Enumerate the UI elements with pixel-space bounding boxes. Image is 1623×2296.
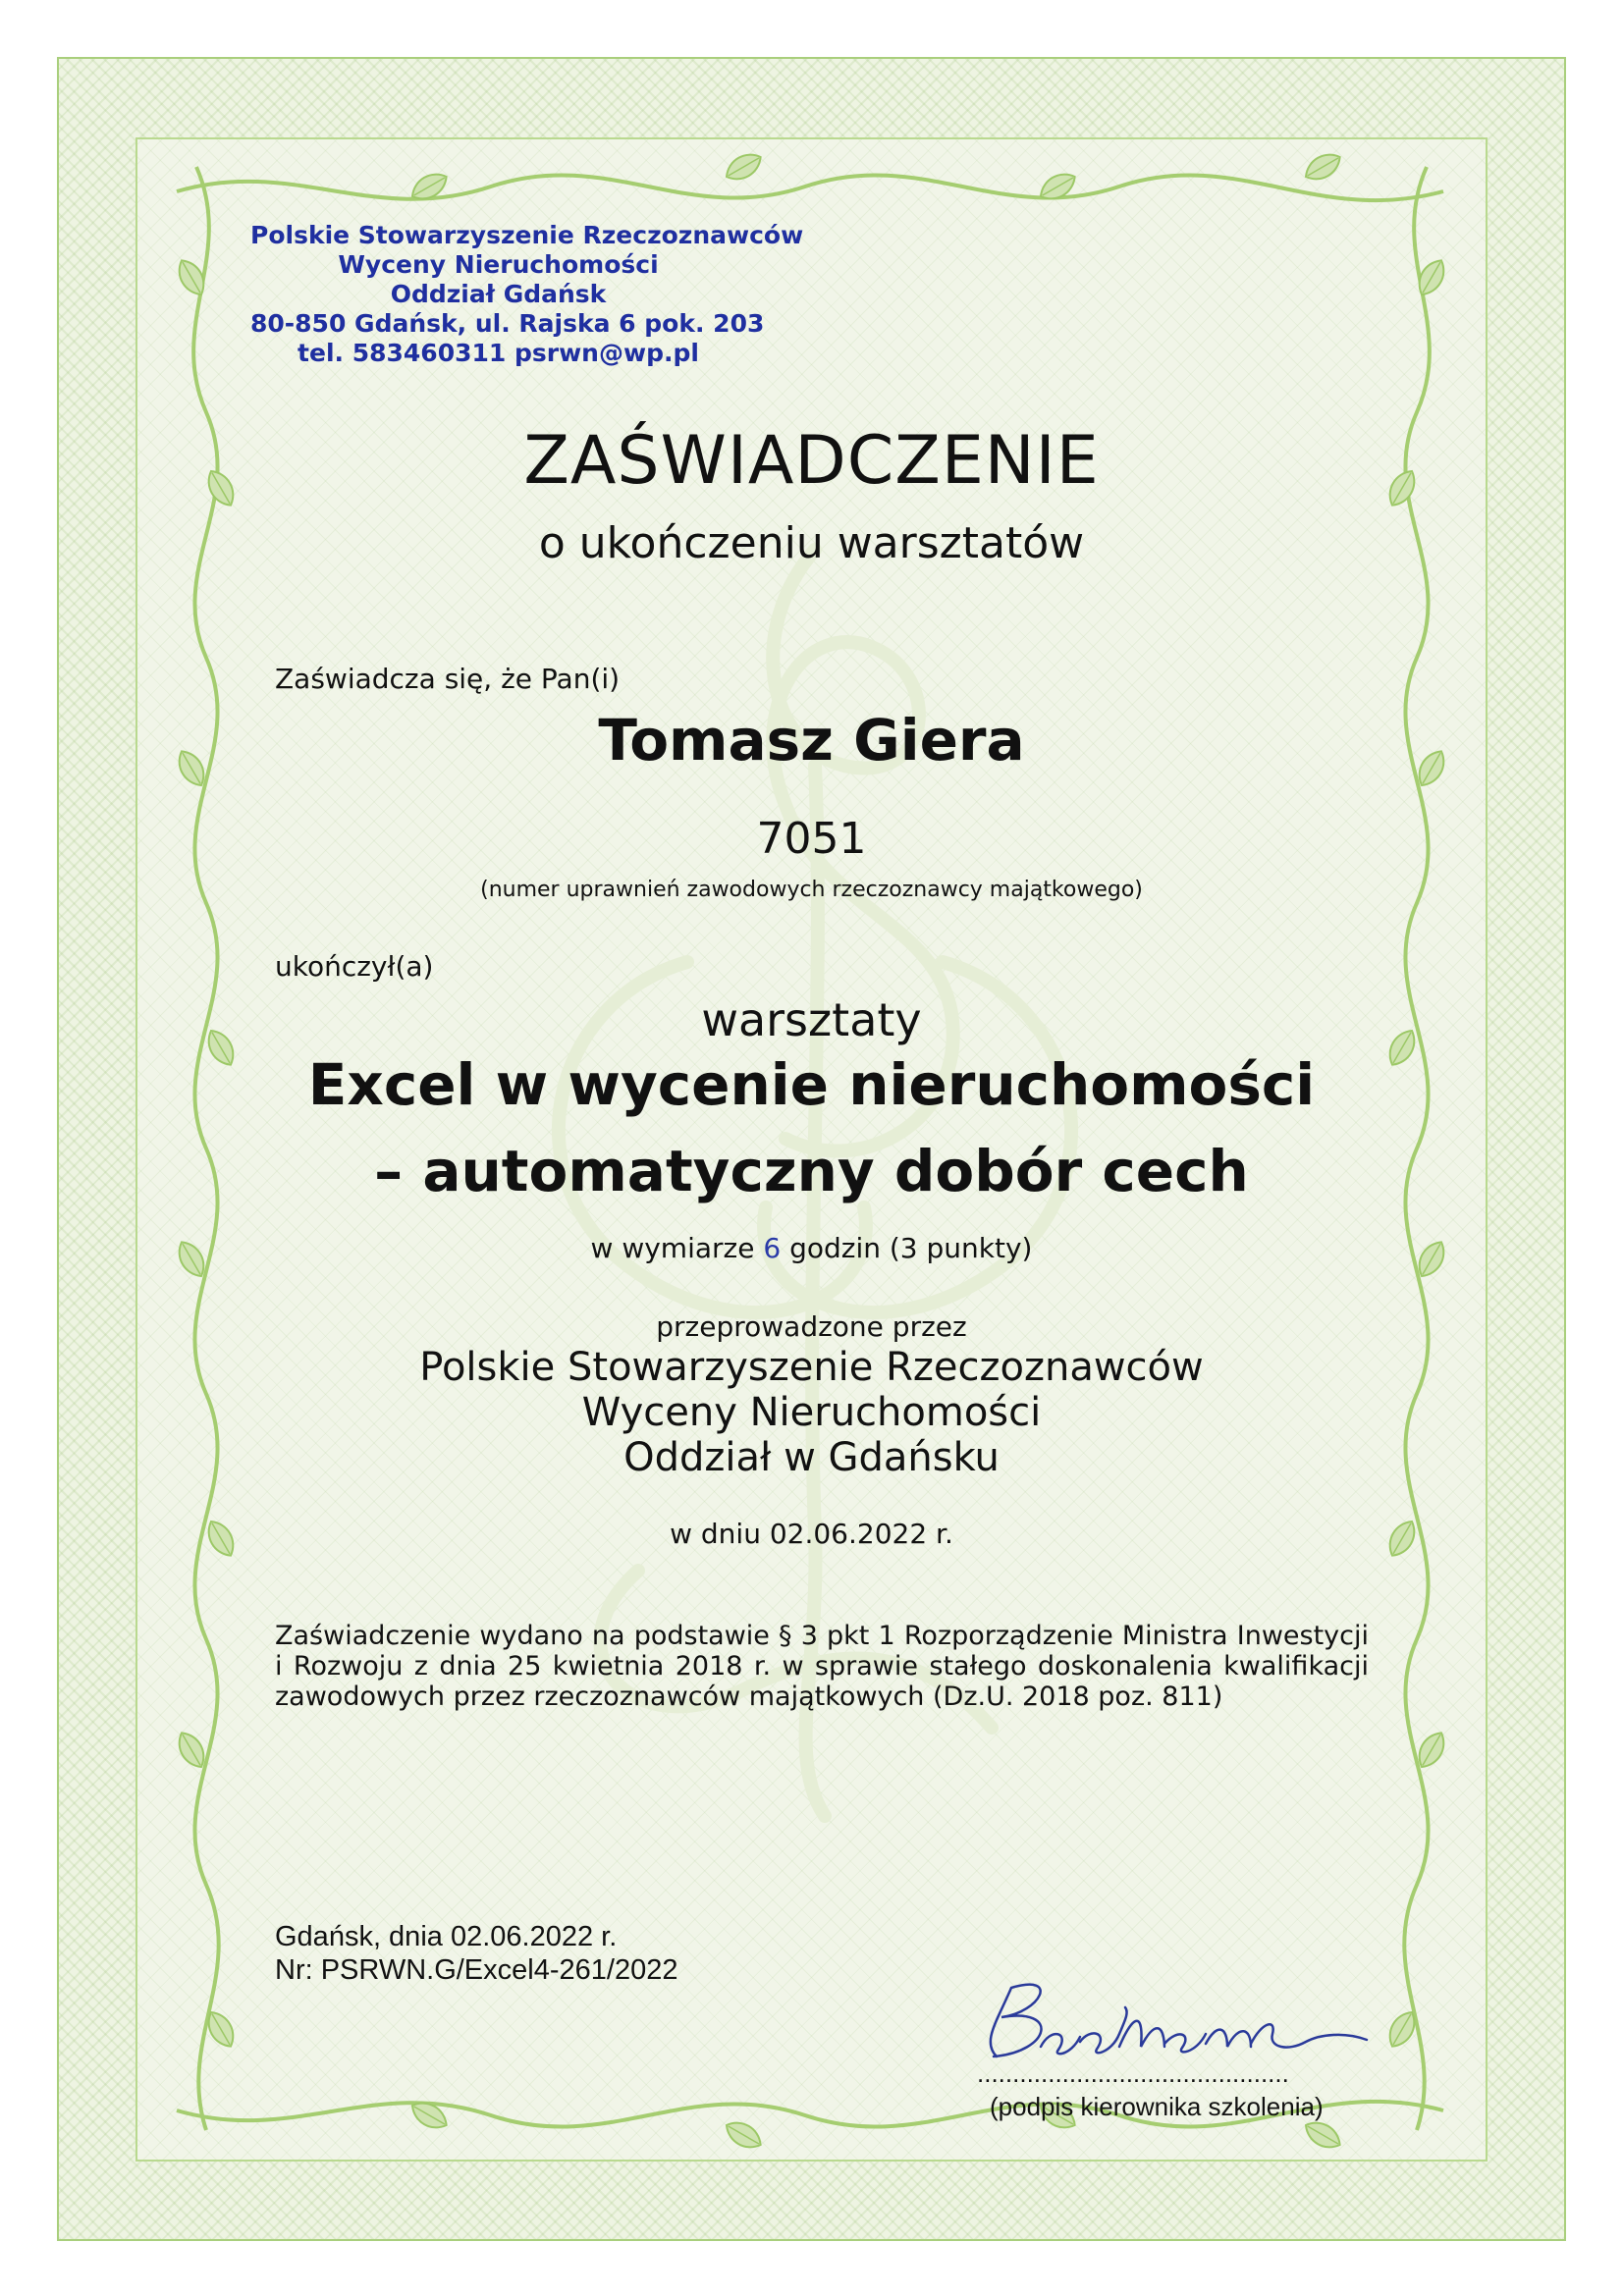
organizer-line1: Polskie Stowarzyszenie Rzeczoznawców [419, 1345, 1204, 1390]
course-type: warsztaty [701, 993, 922, 1046]
signature-line: ............................................ [977, 2058, 1289, 2088]
conducted-by-label: przeprowadzone przez [656, 1310, 967, 1343]
duration-prefix: w wymiarze [590, 1232, 755, 1264]
license-caption: (numer uprawnień zawodowych rzeczoznawcy majątkowego) [480, 878, 1143, 902]
page-subtitle: o ukończeniu warsztatów [538, 518, 1085, 568]
course-title-line1: Excel w wycenie nieruchomości [307, 1051, 1316, 1118]
issuer-name-line1: Polskie Stowarzyszenie Rzeczoznawców [250, 221, 804, 249]
course-title-line2: – automatyczny dobór cech [374, 1138, 1249, 1204]
issuer-name-line2: Wyceny Nieruchomości [338, 250, 659, 279]
place-date: Gdańsk, dnia 02.06.2022 r. [275, 1921, 618, 1952]
intro-text: Zaświadcza się, że Pan(i) [275, 663, 621, 695]
course-date: w dniu 02.06.2022 r. [670, 1518, 953, 1550]
organizer-line2: Wyceny Nieruchomości [581, 1390, 1042, 1435]
duration-hours: 6 [763, 1232, 782, 1264]
document-number: Nr: PSRWN.G/Excel4-261/2022 [275, 1954, 678, 1986]
completed-label: ukończył(a) [275, 950, 434, 983]
issuer-address: 80-850 Gdańsk, ul. Rajska 6 pok. 203 [250, 309, 765, 338]
legal-basis: Zaświadczenie wydano na podstawie § 3 pkt 1 Rozporządzenie Ministra Inwestycji i Rozwoju z dnia 25 kwietnia 2018 r. w sprawie stałego doskonalenia kwalifikacji zawodowych przez rzeczoznawców majątkowych (Dz.U. 2018 poz. 811) [275, 1621, 1369, 1712]
issuer-contact: tel. 583460311 psrwn@wp.pl [298, 339, 699, 367]
duration-suffix: godzin (3 punkty) [789, 1232, 1033, 1264]
page-title: ZAŚWIADCZENIE [523, 422, 1100, 500]
recipient-name: Tomasz Giera [598, 707, 1025, 774]
issuer-branch: Oddział Gdańsk [390, 280, 607, 308]
organizer-line3: Oddział w Gdańsku [623, 1435, 1000, 1480]
signature-caption: (podpis kierownika szkolenia) [990, 2092, 1324, 2121]
license-number: 7051 [756, 814, 867, 864]
